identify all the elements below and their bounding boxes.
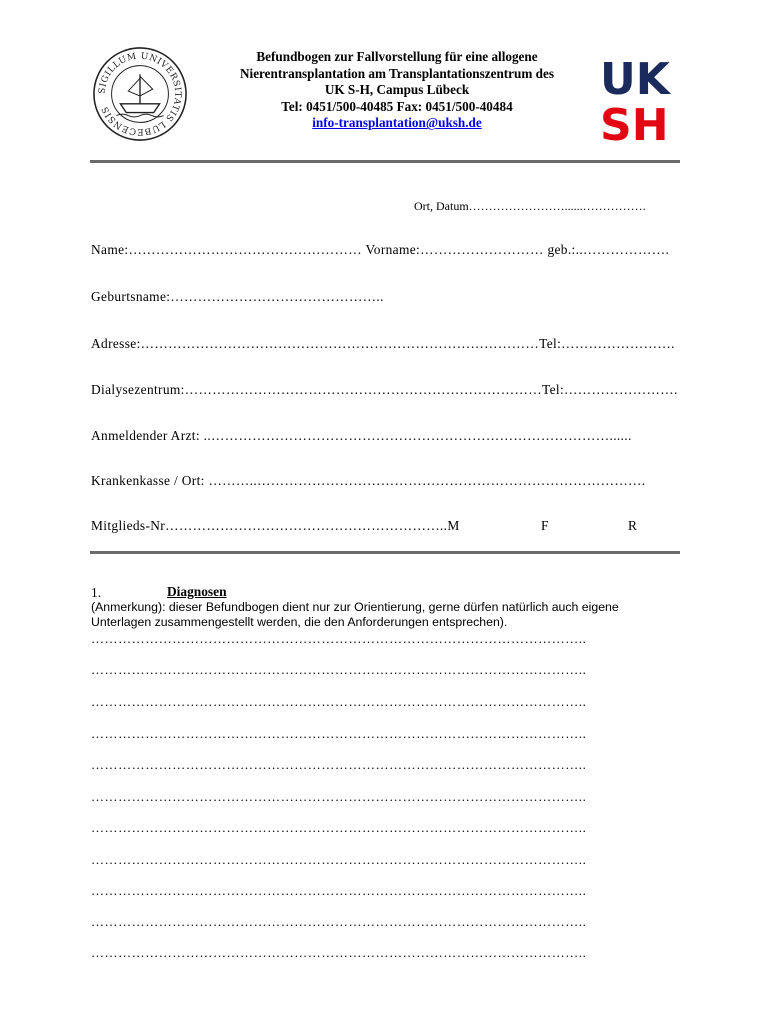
- header-title-line-3: UK S-H, Campus Lübeck: [324, 82, 470, 98]
- gender-option-f[interactable]: F: [541, 518, 549, 533]
- gender-option-r[interactable]: R: [628, 518, 637, 533]
- diagnosis-line[interactable]: ………………………………………………………………………………………………..: [91, 915, 587, 929]
- krankenkasse-ort-field[interactable]: Krankenkasse / Ort: ………..………………………………………………………………………….: [91, 473, 646, 488]
- header-title-line-2: Nierentransplantation am Transplantationszentrum des: [240, 65, 554, 81]
- header-email-link[interactable]: info-transplantation@uksh.de: [312, 115, 482, 131]
- section-title-diagnosen: Diagnosen: [167, 584, 227, 599]
- university-seal-icon: [91, 45, 189, 143]
- ort-datum-field[interactable]: Ort, Datum……………………......…………….: [414, 199, 646, 213]
- header-divider: [90, 160, 680, 163]
- diagnosis-line[interactable]: ………………………………………………………………………………………………..: [91, 695, 587, 709]
- diagnosis-line[interactable]: ………………………………………………………………………………………………..: [91, 946, 587, 960]
- section-note: [91, 600, 681, 630]
- adresse-tel-field[interactable]: Adresse:……………………………………………………………………………Tel:…………………….: [91, 336, 675, 351]
- name-vorname-geb-field[interactable]: Name:…………………………………………… Vorname:……………………… geb.:..……………….: [91, 242, 670, 257]
- mitglieds-nr-field[interactable]: Mitglieds-Nr……………………………………………………..M: [91, 518, 460, 533]
- diagnosis-line[interactable]: ………………………………………………………………………………………………..: [91, 790, 587, 804]
- diagnosis-line[interactable]: ………………………………………………………………………………………………..: [91, 853, 587, 867]
- header-contact-phone-fax: Tel: 0451/500-40485 Fax: 0451/500-40484: [281, 98, 513, 114]
- svg-text:UK: UK: [600, 54, 670, 105]
- header-title-line-1: Befundbogen zur Fallvorstellung für eine allogene: [256, 49, 538, 64]
- uksh-logo: [600, 54, 678, 144]
- svg-text:SH: SH: [600, 100, 669, 144]
- anmeldender-arzt-field[interactable]: Anmeldender Arzt: ..……………………………………………………………………………......: [91, 428, 632, 443]
- diagnosis-line[interactable]: ………………………………………………………………………………………………..: [91, 663, 587, 677]
- svg-text:SIGILLUM UNIVERSITATIS LUBECEN: SIGILLUM UNIVERSITATIS LUBECENSIS: [97, 51, 183, 137]
- document-header: [198, 49, 596, 132]
- section-number: 1.: [91, 585, 102, 600]
- section-note-line-1: (Anmerkung): dieser Befundbogen dient nur zur Orientierung, gerne dürfen natürlich auch eigene: [91, 600, 619, 614]
- geburtsname-field[interactable]: Geburtsname:………………………………………..: [91, 289, 384, 304]
- diagnosis-line[interactable]: ………………………………………………………………………………………………..: [91, 884, 587, 898]
- diagnosis-line[interactable]: ………………………………………………………………………………………………..: [91, 632, 587, 646]
- dialysezentrum-tel-field[interactable]: Dialysezentrum:……………………………………………………………………Tel:…………………….: [91, 382, 678, 397]
- section-note-line-2: Unterlagen zusammengestellt werden, die den Anforderungen entsprechen).: [91, 615, 508, 629]
- diagnosis-line[interactable]: ………………………………………………………………………………………………..: [91, 758, 587, 772]
- diagnosis-line[interactable]: ………………………………………………………………………………………………..: [91, 821, 587, 835]
- section-divider: [90, 551, 680, 554]
- diagnosis-line[interactable]: ………………………………………………………………………………………………..: [91, 727, 587, 741]
